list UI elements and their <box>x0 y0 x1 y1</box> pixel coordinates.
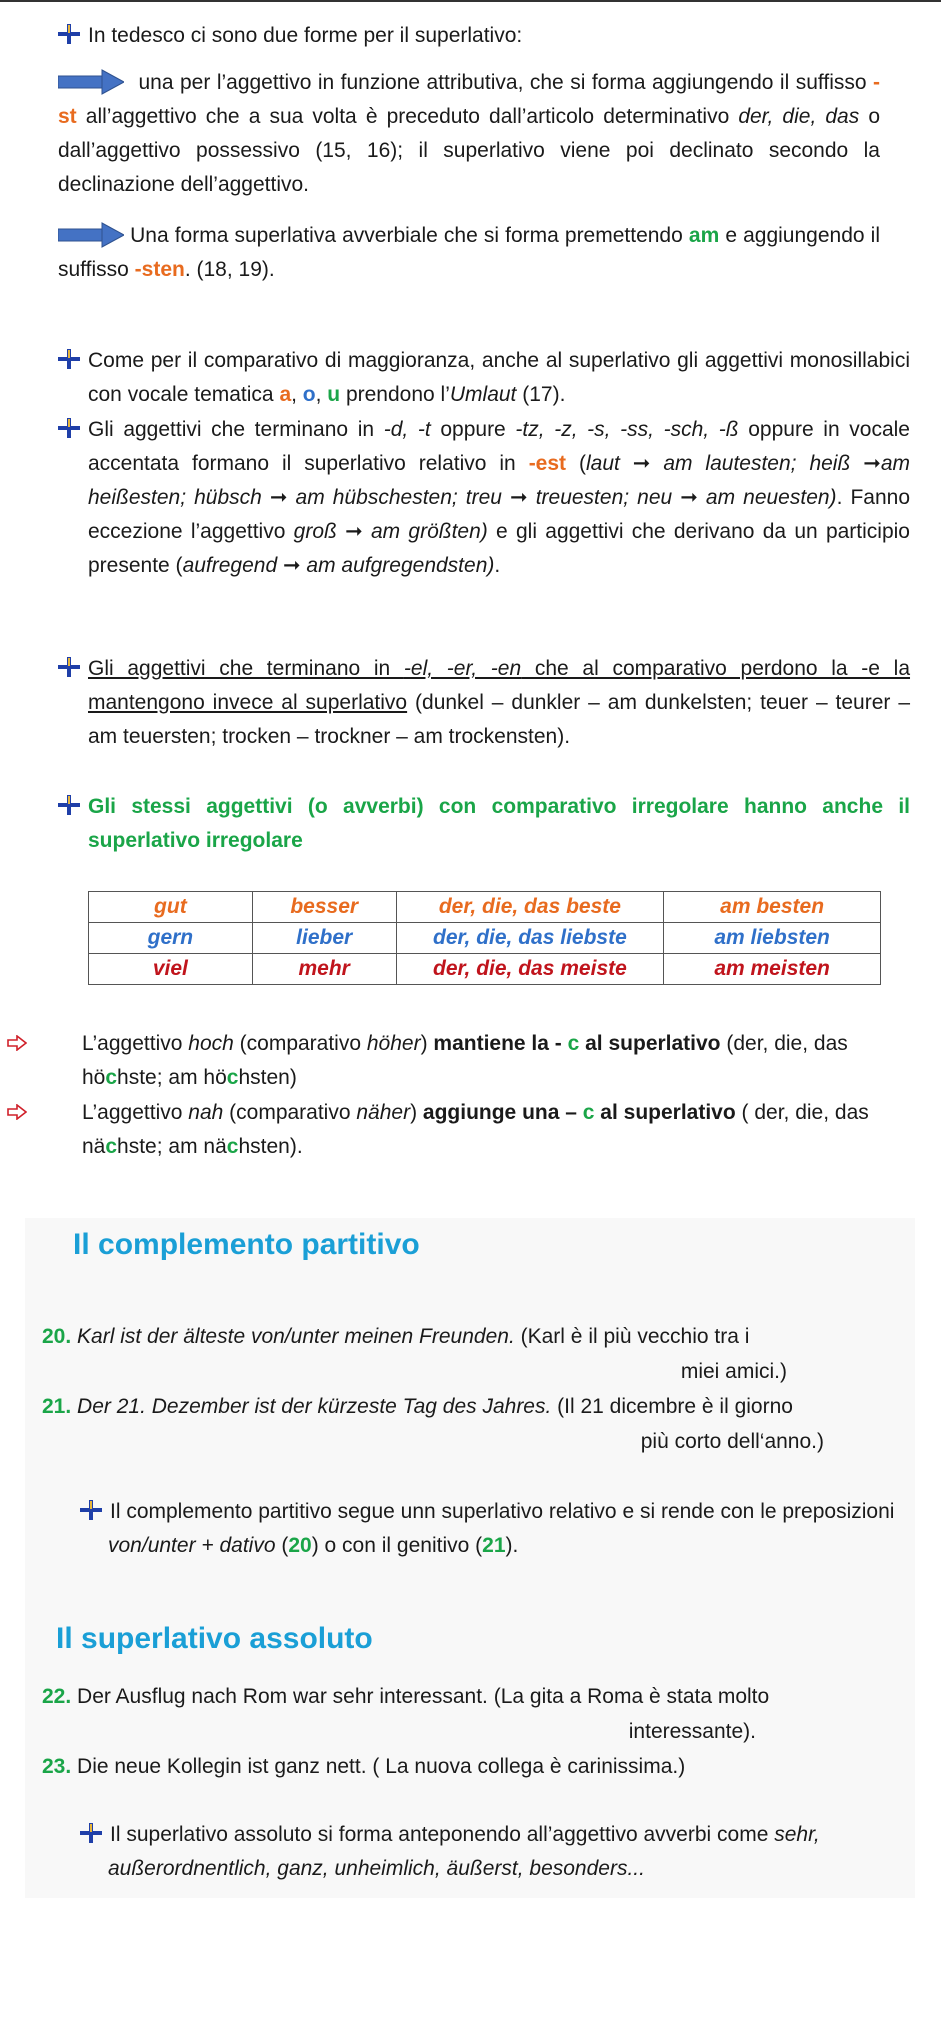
table-row <box>89 892 881 923</box>
intro-paragraph: In tedesco ci sono due forme per il superlativo: <box>58 19 888 53</box>
est-rule: Gli aggettivi che terminano in -d, -t oppure -tz, -z, -s, -ss, -sch, -ß oppure in vocale accentata formano il superlativo relativo in -est (laut ➞ am lautesten; heiß ➞am heißesten; hübsch ➞ am hübschesten; treu ➞ treuesten; neu ➞ am neuesten). Fanno eccezione l’aggettivo groß ➞ am größten) e gli aggettivi che derivano da un participio presente (aufregend ➞ am aufgregendsten). <box>58 413 910 583</box>
forma-attributiva: una per l’aggettivo in funzione attributiva, che si forma aggiungendo il suffisso -st all’aggettivo che a sua volta è preceduto dall’articolo determinativo der, die, das o dall’aggettivo possessivo (15, 16); il superlativo viene poi declinato secondo la declinazione dell’aggettivo. <box>58 71 881 196</box>
table-cell: besser <box>252 892 396 923</box>
partitivo-title: Il complemento partitivo <box>73 1228 420 1261</box>
example-22: 22. Der Ausflug nach Rom war sehr interessant. (La gita a Roma è stata molto <box>42 1685 770 1708</box>
top-border <box>0 0 941 2</box>
cross-bullet-icon <box>80 1500 104 1520</box>
hollow-arrow-icon <box>30 1096 56 1130</box>
example-22-translation: interessante). <box>628 1720 756 1743</box>
table-cell: am meisten <box>664 954 881 985</box>
blue-arrow-icon <box>58 71 124 94</box>
blue-arrow-icon <box>58 224 124 247</box>
table-cell: mehr <box>252 954 396 985</box>
example-20: 20. Karl ist der älteste von/unter meinen Freunden. (Karl è il più vecchio tra i <box>42 1325 750 1348</box>
nah-note: L’aggettivo nah (comparativo näher) aggiunge una – c al superlativo ( der, die, das nächste; am nächsten). <box>30 1096 934 1164</box>
table-cell: gern <box>89 923 253 954</box>
cross-bullet-icon <box>58 418 82 438</box>
table-cell: der, die, das liebste <box>396 923 664 954</box>
hoch-note: L’aggettivo hoch (comparativo höher) mantiene la - c al superlativo (der, die, das höchste; am höchsten) <box>30 1027 934 1095</box>
cross-bullet-icon <box>58 24 82 44</box>
table-cell: viel <box>89 954 253 985</box>
table-row <box>89 954 881 985</box>
cross-bullet-icon <box>80 1823 104 1843</box>
assoluto-rule: Il superlativo assoluto si forma anteponendo all’aggettivo avverbi come sehr, außerordnentlich, ganz, unheimlich, äußerst, besonders... <box>80 1818 918 1886</box>
example-21: 21. Der 21. Dezember ist der kürzeste Tag des Jahres. (Il 21 dicembre è il giorno <box>42 1395 793 1418</box>
umlaut-rule: Come per il comparativo di maggioranza, anche al superlativo gli aggettivi monosillabici con vocale tematica a, o, u prendono l’Umlaut (17). <box>58 344 910 412</box>
irregular-heading: Gli stessi aggettivi (o avverbi) con comparativo irregolare hanno anche il superlativo irregolare <box>58 790 910 858</box>
forma-avverbiale: Una forma superlativa avverbiale che si forma premettendo am e aggiungendo il suffisso -sten. (18, 19). <box>58 224 880 281</box>
example-23: 23. Die neue Kollegin ist ganz nett. ( La nuova collega è carinissima.) <box>42 1755 686 1778</box>
cross-bullet-icon <box>58 657 82 677</box>
el-er-en-rule: Gli aggettivi che terminano in -el, -er, -en che al comparativo perdono la -e la mantengono invece al superlativo (dunkel – dunkler – am dunkelsten; teuer – teurer – am teuersten; trocken – trockner – am trockensten). <box>58 652 910 754</box>
assoluto-title: Il superlativo assoluto <box>56 1622 373 1655</box>
cross-bullet-icon <box>58 349 82 369</box>
table-row <box>89 923 881 954</box>
table-cell: am liebsten <box>664 923 881 954</box>
partitivo-rule: Il complemento partitivo segue unn superlativo relativo e si rende con le preposizioni von/unter + dativo (20) o con il genitivo (21). <box>80 1495 918 1563</box>
table-cell: lieber <box>252 923 396 954</box>
table-cell: gut <box>89 892 253 923</box>
example-20-translation: miei amici.) <box>680 1360 787 1383</box>
hollow-arrow-icon <box>30 1027 56 1061</box>
cross-bullet-icon <box>58 795 82 815</box>
irregular-superlative-table <box>88 891 881 985</box>
table-cell: der, die, das meiste <box>396 954 664 985</box>
table-cell: am besten <box>664 892 881 923</box>
example-21-translation: più corto dell‘anno.) <box>640 1430 824 1453</box>
table-cell: der, die, das beste <box>396 892 664 923</box>
